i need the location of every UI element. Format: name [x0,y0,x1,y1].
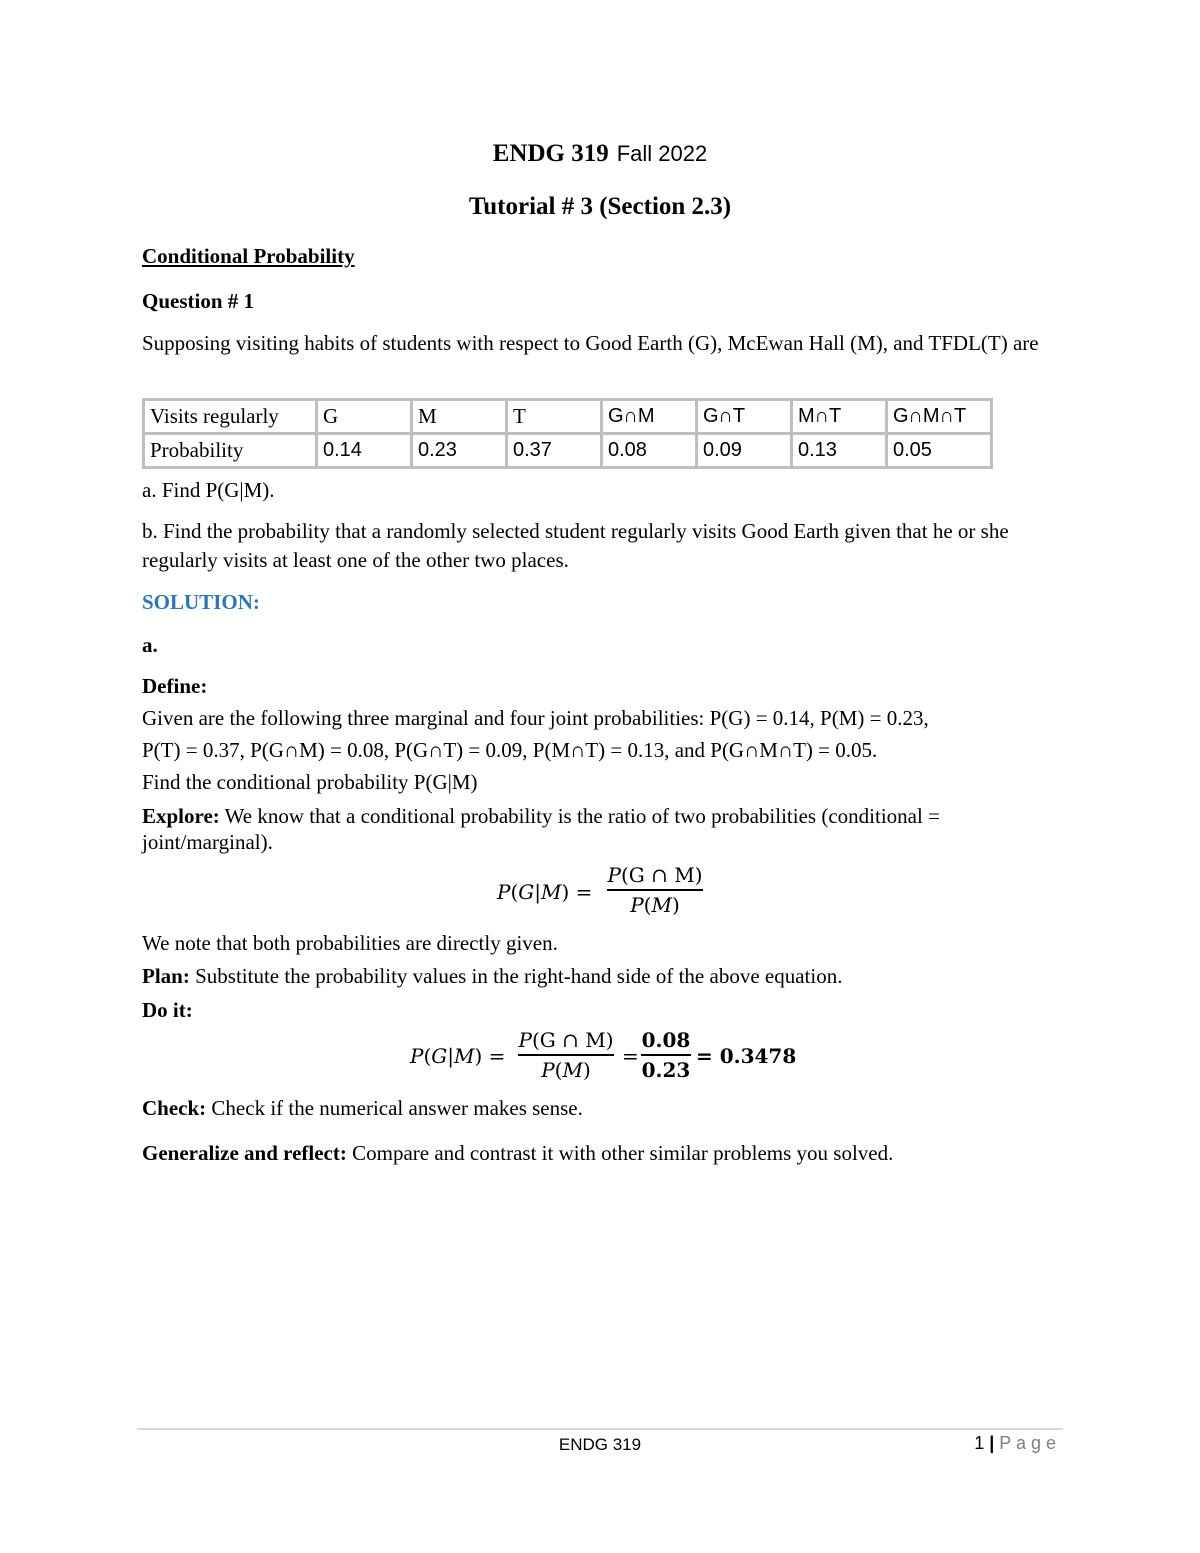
define-line-1: Given are the following three marginal and four joint probabilities: P(G) = 0.14, P(M) = 0.23, [142,706,929,730]
table-cell: 0.13 [792,434,887,468]
page-word: P a g e [999,1433,1056,1453]
table-cell: 0.37 [507,434,602,468]
table-cell: 0.05 [887,434,992,468]
equation-2-denominator-1: 𝑃(𝑀) [541,1058,591,1082]
table-cell: 0.08 [602,434,697,468]
page-separator: | [989,1433,995,1453]
generalize-text: Compare and contrast it with other similar problems you solved. [352,1141,894,1165]
table-cell: G∩M [602,400,697,434]
footer-center-text: ENDG 319 [558,1435,642,1454]
part-b: b. Find the probability that a randomly selected student regularly visits Good Earth given that he or she regularly visits at least one of the other two places. [142,519,1009,572]
equation-2-fraction-1 [518,1027,614,1083]
section-title: Conditional Probability [142,244,355,268]
page-number: 1 [974,1433,985,1453]
plan-text: Substitute the probability values in the right-hand side of the above equation. [195,964,843,988]
equation-1-lhs: 𝑃(𝐺|𝑀) = [497,880,593,904]
table-cell: G [317,400,412,434]
explore-text: We know that a conditional probability is the ratio of two probabilities (conditional = joint/marginal). [142,804,940,854]
course-code: ENDG 319 [492,140,609,167]
fraction-bar [518,1054,614,1056]
check-paragraph [142,1095,583,1121]
generalize-paragraph [142,1140,893,1166]
equation-2-equals: = [622,1044,639,1068]
table-cell: G∩M∩T [887,400,992,434]
course-term: Fall 2022 [616,141,708,166]
equation-2-numerator-2: 0.08 [641,1028,691,1052]
table-cell: 0.23 [412,434,507,468]
question-label: Question # 1 [142,289,255,313]
check-label: Check: [142,1096,207,1120]
explore-paragraph [142,803,1060,855]
doit-label: Do it: [142,998,193,1022]
table-cell: Visits regularly [144,400,317,434]
header [0,140,1200,168]
probability-table [142,398,993,469]
equation-1-numerator: 𝑃(G ∩ M) [607,863,703,887]
table-row [144,434,992,468]
fraction-bar [607,889,703,891]
generalize-label: Generalize and reflect: [142,1141,347,1165]
equation-1-fraction [607,862,703,918]
solution-heading: SOLUTION: [142,590,260,614]
equation-2-denominator-2: 0.23 [641,1058,691,1082]
table-cell: G∩T [697,400,792,434]
check-text: Check if the numerical answer makes sense. [211,1096,583,1120]
equation-2-numerator-1: 𝑃(G ∩ M) [518,1028,614,1052]
footer-divider [137,1428,1063,1430]
footer-page-number [960,1433,1056,1454]
question-intro: Supposing visiting habits of students with respect to Good Earth (G), McEwan Hall (M), and TFDL(T) are [142,331,1039,355]
define-label: Define: [142,674,208,698]
plan-paragraph [142,963,842,989]
define-line-2: P(T) = 0.37, P(G∩M) = 0.08, P(G∩T) = 0.09, P(M∩T) = 0.13, and P(G∩M∩T) = 0.05. [142,738,878,762]
plan-label: Plan: [142,964,190,988]
table-cell: Probability [144,434,317,468]
equation-2-lhs: 𝑃(𝐺|𝑀) = [410,1044,506,1068]
equation-2-fraction-2 [641,1027,691,1083]
table-cell: M∩T [792,400,887,434]
fraction-bar [641,1054,691,1056]
table-cell: M [412,400,507,434]
explore-label: Explore: [142,804,220,828]
table-cell: 0.09 [697,434,792,468]
table-header-row [144,400,992,434]
tutorial-title: Tutorial # 3 (Section 2.3) [468,193,732,220]
table-cell: 0.14 [317,434,412,468]
define-line-3: Find the conditional probability P(G|M) [142,770,478,794]
equation-1-denominator: 𝑃(𝑀) [630,893,680,917]
part-a: a. Find P(G|M). [142,478,275,502]
equation-2-result: = 0.3478 [696,1044,797,1068]
note-text: We note that both probabilities are directly given. [142,931,558,955]
table-cell: T [507,400,602,434]
solution-part-label: a. [142,633,158,657]
